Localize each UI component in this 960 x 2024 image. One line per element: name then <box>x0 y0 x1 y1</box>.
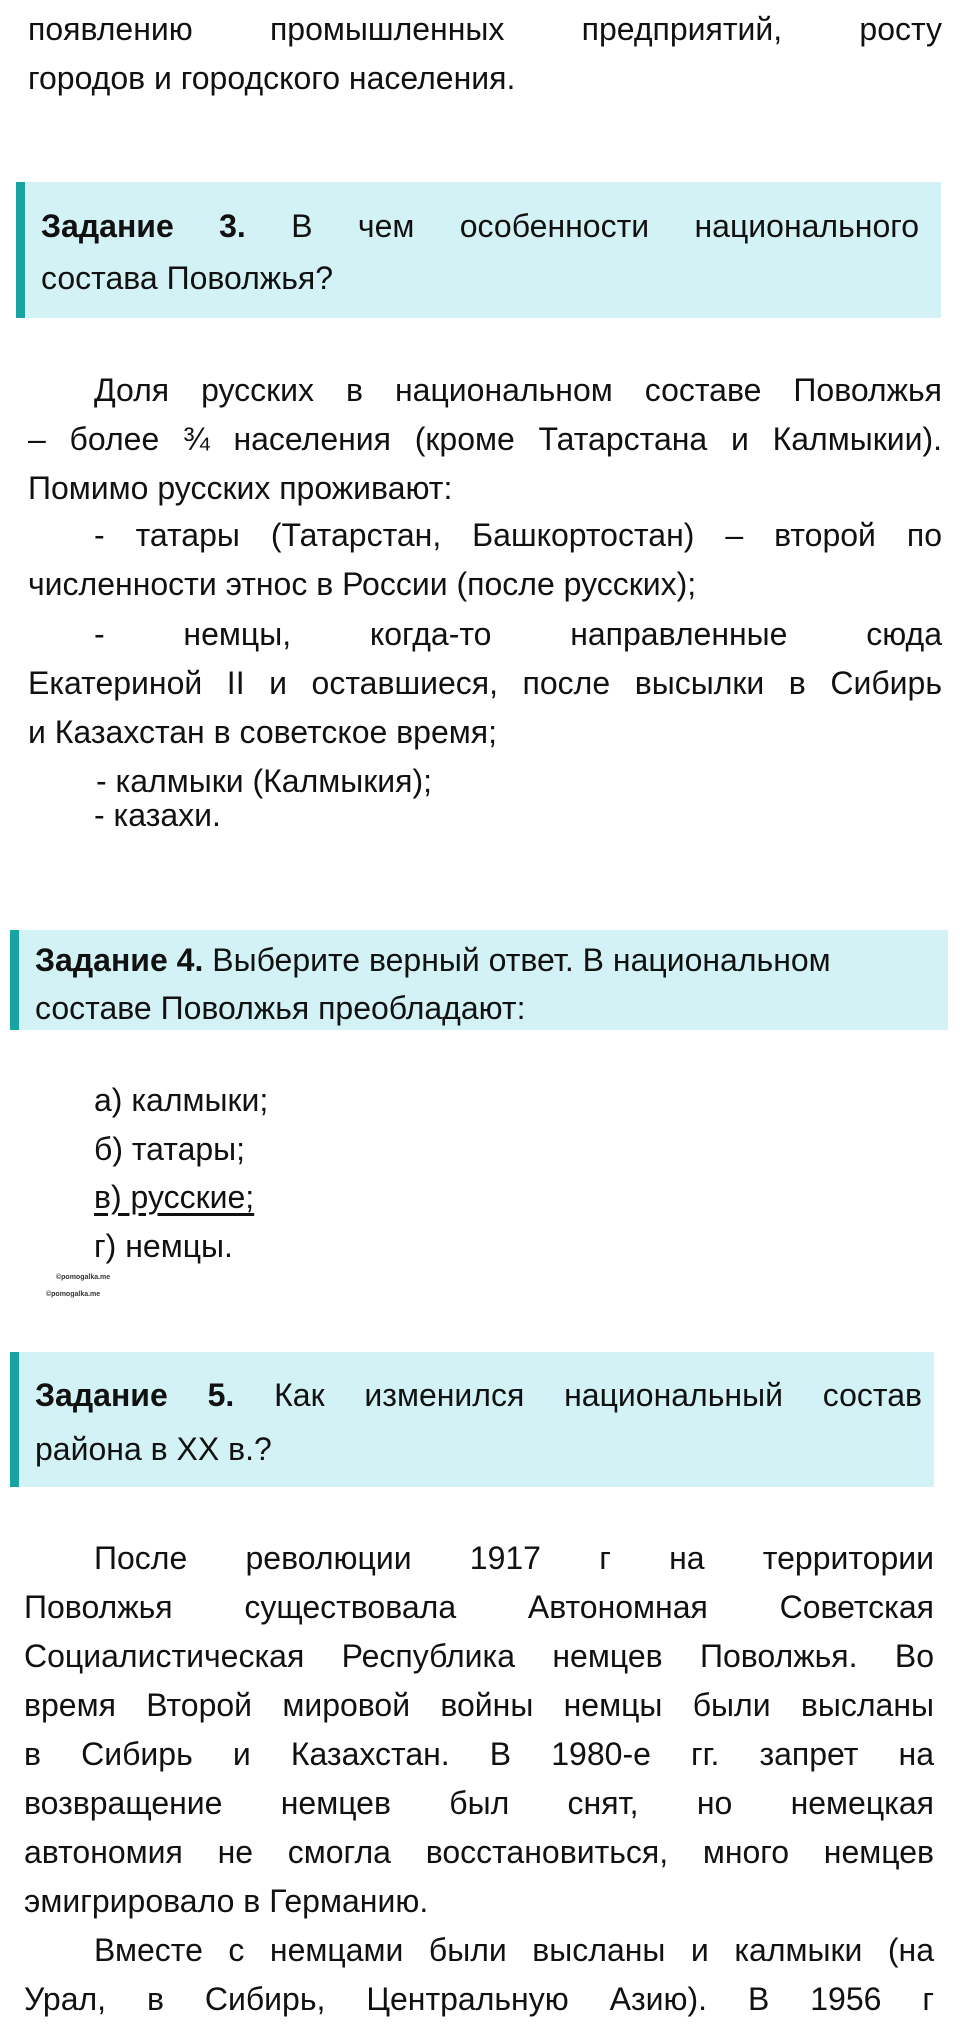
text-line: Социалистическая Республика немцев Поволжья. Во <box>24 1638 934 1674</box>
task-5-line1 <box>35 1368 922 1422</box>
watermark: ©pomogalka.me <box>46 1291 101 1298</box>
text-line: появлению промышленных предприятий, росту <box>28 11 942 47</box>
option-b: б) татары; <box>94 1131 246 1167</box>
text-line: - немцы, когда-то направленные сюда <box>94 616 942 652</box>
text-line: – более ¾ населения (кроме Татарстана и Калмыкии). <box>28 421 942 457</box>
text-line: городов и городского населения. <box>28 60 516 96</box>
task-5-line2: района в XX в.? <box>35 1431 272 1467</box>
text-line: Доля русских в национальном составе Поволжья <box>94 372 942 408</box>
watermark: ©pomogalka.me <box>56 1274 111 1281</box>
text-line: время Второй мировой войны немцы были высланы <box>24 1687 934 1723</box>
option-d: г) немцы. <box>94 1228 233 1264</box>
task-3-line1 <box>41 200 919 252</box>
task-question: Выберите верный ответ. В национальном <box>212 942 831 978</box>
text-line: - татары (Татарстан, Башкортостан) – второй по <box>94 517 942 553</box>
text-line: возвращение немцев был снят, но немецкая <box>24 1785 934 1821</box>
text-line: - калмыки (Калмыкия); <box>96 763 432 799</box>
task-4-box <box>10 930 948 1030</box>
text-line: Екатериной II и оставшиеся, после высылки в Сибирь <box>28 665 942 701</box>
option-a: а) калмыки; <box>94 1082 269 1118</box>
text-line: - казахи. <box>94 797 221 833</box>
task-4-line1 <box>35 936 936 984</box>
text-line: Вместе с немцами были высланы и калмыки (на <box>94 1932 934 1968</box>
task-3-line2: состава Поволжья? <box>41 260 333 296</box>
text-line: Урал, в Сибирь, Центральную Азию). В 1956 г <box>24 1981 934 2017</box>
task-5-box <box>10 1352 934 1487</box>
text-line: автономия не смогла восстановиться, много немцев <box>24 1834 934 1870</box>
task-3-box <box>16 182 941 318</box>
text-line: эмигрировало в Германию. <box>24 1883 429 1919</box>
task-label: Задание 5. <box>35 1377 235 1413</box>
task-label: Задание 3. <box>41 208 246 244</box>
task-label: Задание 4. <box>35 942 204 978</box>
text-line: После революции 1917 г на территории <box>94 1540 934 1576</box>
text-line: Помимо русских проживают: <box>28 470 453 506</box>
text-line: и Казахстан в советское время; <box>28 714 497 750</box>
option-c-correct: в) русские; <box>94 1179 255 1215</box>
task-question: В чем особенности национального <box>291 208 920 244</box>
task-question: Как изменился национальный состав <box>274 1377 923 1413</box>
text-line: Поволжья существовала Автономная Советская <box>24 1589 934 1625</box>
text-line: в Сибирь и Казахстан. В 1980-е гг. запрет на <box>24 1736 934 1772</box>
task-4-line2: составе Поволжья преобладают: <box>35 990 526 1026</box>
text-line: численности этнос в России (после русских); <box>28 566 697 602</box>
